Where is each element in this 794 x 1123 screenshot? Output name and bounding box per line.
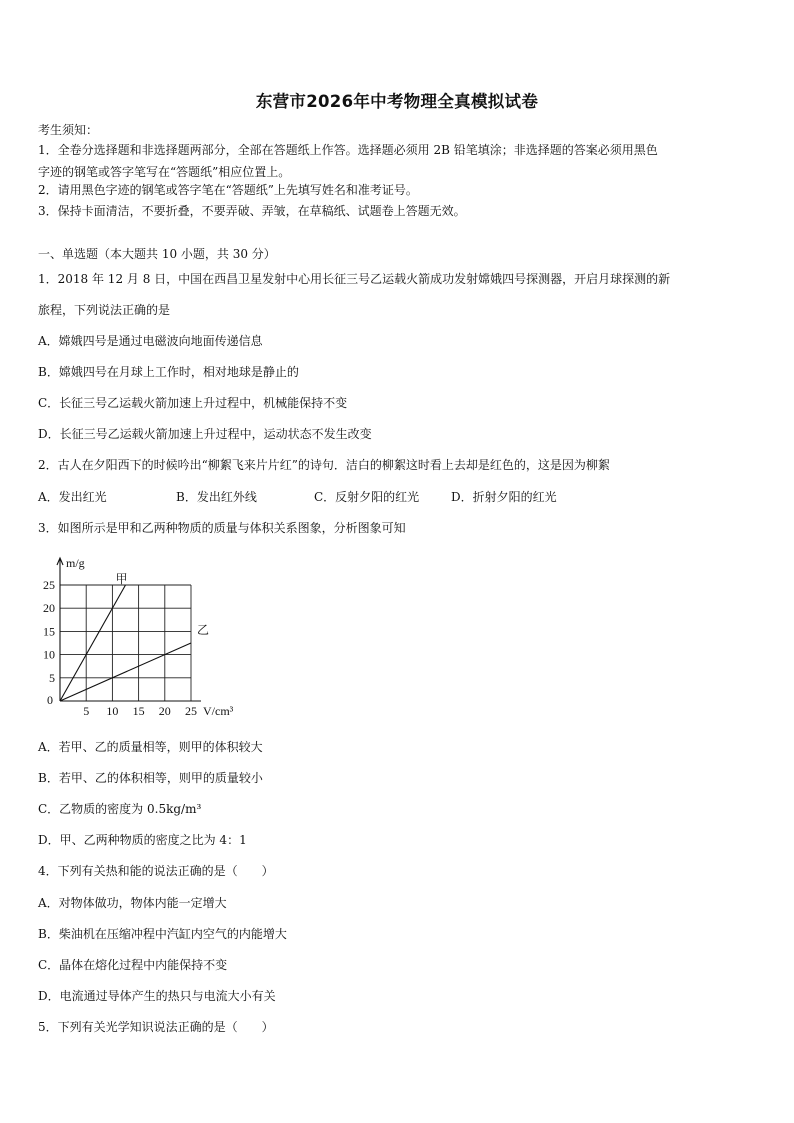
graph-axes	[57, 558, 201, 701]
q5-stem: 5．下列有关光学知识说法正确的是（ ）	[38, 1020, 274, 1034]
page-title: 东营市2026年中考物理全真模拟试卷	[255, 92, 539, 111]
q4-option-a: A．对物体做功，物体内能一定增大	[38, 896, 227, 910]
notice-item: 字迹的钢笔或答字笔写在“答题纸”相应位置上。	[38, 165, 291, 179]
q3-option-d: D．甲、乙两种物质的密度之比为 4：1	[38, 833, 247, 847]
q3-stem: 3．如图所示是甲和乙两种物质的质量与体积关系图象，分析图象可知	[38, 521, 406, 535]
q2-stem: 2．古人在夕阳西下的时候吟出“柳絮飞来片片红”的诗句．洁白的柳絮这时看上去却是红色的，这是因为柳絮	[38, 458, 610, 472]
q2-option-b: B．发出红外线	[176, 490, 257, 504]
mass-volume-graph	[38, 553, 248, 725]
q1-stem: 1．2018 年 12 月 8 日，中国在西昌卫星发射中心用长征三号乙运载火箭成功发射嫦娥四号探测器，开启月球探测的新	[38, 272, 671, 286]
y-axis-label: m/g	[66, 556, 85, 570]
x-tick-label: 5	[83, 704, 90, 718]
q1-option-c: C．长征三号乙运载火箭加速上升过程中，机械能保持不变	[38, 396, 348, 410]
q1-option-d: D．长征三号乙运载火箭加速上升过程中，运动状态不发生改变	[38, 427, 372, 441]
notice-item: 3．保持卡面清洁，不要折叠，不要弄破、弄皱，在草稿纸、试题卷上答题无效。	[38, 204, 466, 218]
q1-option-a: A．嫦娥四号是通过电磁波向地面传递信息	[38, 334, 263, 348]
q4-option-c: C．晶体在熔化过程中内能保持不变	[38, 958, 228, 972]
notice-item: 2．请用黑色字迹的钢笔或答字笔在“答题纸”上先填写姓名和准考证号。	[38, 183, 418, 197]
series-label-1: 甲	[115, 572, 128, 586]
x-tick-label: 15	[132, 704, 145, 718]
y-tick-label: 25	[43, 578, 55, 592]
graph-tick-labels	[43, 578, 197, 718]
graph-grid	[60, 585, 191, 701]
q4-option-b: B．柴油机在压缩冲程中汽缸内空气的内能增大	[38, 927, 287, 941]
series-line-1	[60, 585, 126, 701]
x-tick-label: 20	[158, 704, 171, 718]
q2-option-c: C．反射夕阳的红光	[314, 490, 420, 504]
y-tick-label: 20	[43, 601, 55, 616]
series-label-2: 乙	[197, 623, 210, 637]
q4-option-d: D．电流通过导体产生的热只与电流大小有关	[38, 989, 276, 1003]
origin-label: 0	[47, 693, 53, 707]
notice-item: 1．全卷分选择题和非选择题两部分，全部在答题纸上作答。选择题必须用 2B 铅笔填涂；非选择题的答案必须用黑色	[38, 143, 658, 157]
q4-stem: 4．下列有关热和能的说法正确的是（ ）	[38, 864, 274, 878]
y-tick-label: 15	[43, 624, 55, 639]
series-line-2	[60, 643, 191, 701]
q3-option-a: A．若甲、乙的质量相等，则甲的体积较大	[38, 740, 263, 754]
q2-options	[38, 489, 758, 505]
y-tick-label: 5	[49, 670, 55, 685]
x-axis-label: V/cm³	[203, 704, 234, 718]
section-heading: 一、单选题（本大题共 10 小题，共 30 分）	[38, 247, 276, 261]
y-tick-label: 10	[43, 647, 55, 662]
x-tick-label: 10	[106, 704, 119, 718]
x-tick-label: 25	[185, 704, 197, 718]
q1-option-b: B．嫦娥四号在月球上工作时，相对地球是静止的	[38, 365, 299, 379]
graph-series	[60, 572, 209, 701]
q1-stem-cont: 旅程，下列说法正确的是	[38, 303, 171, 317]
q2-option-d: D．折射夕阳的红光	[451, 490, 557, 504]
q3-option-b: B．若甲、乙的体积相等，则甲的质量较小	[38, 771, 263, 785]
notice-heading: 考生须知：	[38, 123, 99, 137]
q3-option-c: C．乙物质的密度为 0.5kg/m³	[38, 802, 202, 816]
q2-option-a: A．发出红光	[38, 490, 107, 504]
